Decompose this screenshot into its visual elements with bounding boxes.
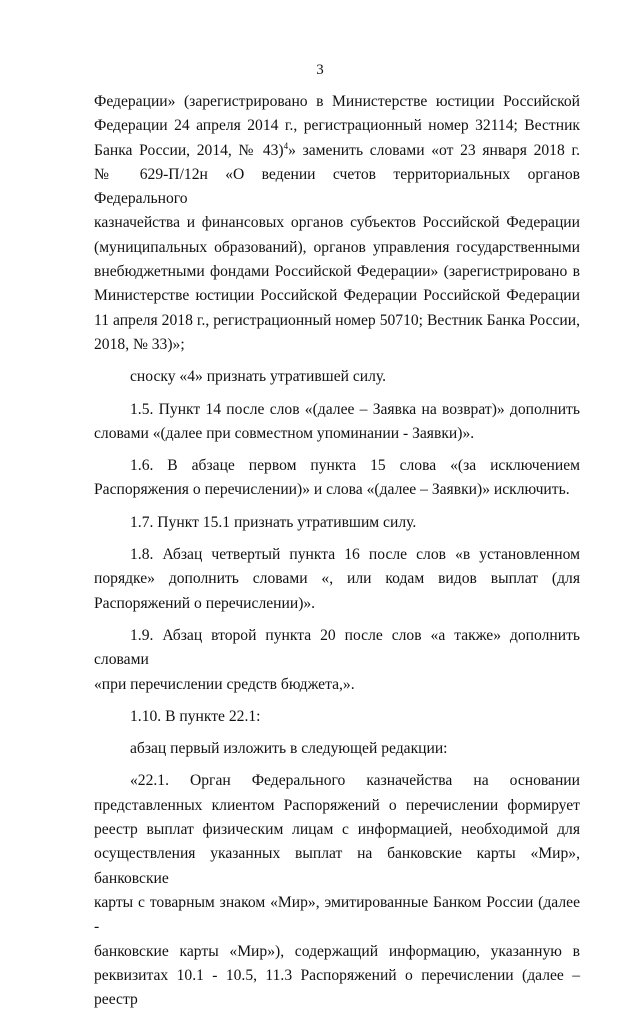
text-line: 1.9. Абзац второй пункта 20 после слов «а также» дополнить словами (94, 626, 580, 669)
text-line: внебюджетными фондами Российской Федерации» (зарегистрировано в (94, 263, 580, 281)
text-line: реестр выплат физическим лицам с информацией, необходимой для (94, 821, 580, 839)
text-line: словами «(далее при совместном упоминании - Заявки)». (94, 424, 475, 442)
text-line: реквизитах 10.1 - 10.5, 11.3 Распоряжений о перечислении (далее – реестр (94, 966, 580, 1009)
text-line (94, 139, 580, 163)
text-fragment: Банка России, 2014, № 43) (94, 141, 284, 159)
text-line: осуществления указанных выплат на банковские карты «Мир», банковские (94, 845, 580, 887)
text-line: представленных клиентом Распоряжений о перечислении формирует (94, 796, 580, 814)
paragraph: 1.10. В пункте 22.1: (130, 707, 261, 725)
text-line: № 629-П/12н «О ведении счетов территориальных органов Федерального (94, 165, 580, 208)
text-line: Федерации 24 апреля 2014 г., регистрационный номер 32114; Вестник (94, 117, 580, 135)
text-line: Распоряжений о перечислении)». (94, 594, 316, 612)
text-line: «при перечислении средств бюджета,». (94, 675, 355, 693)
paragraph: абзац первый изложить в следующей редакции: (130, 740, 448, 758)
text-line: Распоряжения о перечислении)» и слова «(далее – Заявки)» исключить. (94, 481, 570, 499)
text-line: банковские карты «Мир»), содержащий информацию, указанную в (94, 942, 580, 960)
text-line: карты с товарным знаком «Мир», эмитированные Банком России (далее - (94, 893, 580, 936)
text-line: 1.6. В абзаце первом пункта 15 слова «(за исключением (130, 457, 580, 475)
text-line: Министерстве юстиции Российской Федерации Российской Федерации (94, 287, 580, 305)
page-number: 3 (316, 62, 324, 78)
footnote-marker: 4 (283, 140, 289, 151)
text-line: 1.8. Абзац четвертый пункта 16 после слов «в установленном (130, 546, 580, 564)
text-fragment: » заменить словами «от 23 января 2018 г. (288, 141, 580, 159)
text-line: 2018, № 33)»; (94, 335, 185, 353)
paragraph: 1.7. Пункт 15.1 признать утратившим силу. (130, 513, 417, 531)
text-line: 1.5. Пункт 14 после слов «(далее – Заявка на возврат)» дополнить (130, 400, 580, 418)
text-line: «22.1. Орган Федерального казначейства на основании (130, 772, 580, 790)
paragraph: сноску «4» признать утратившей силу. (130, 368, 387, 386)
text-line: казначейства и финансовых органов субъектов Российской Федерации (94, 214, 580, 232)
document-body (94, 90, 580, 1012)
text-line: 11 апреля 2018 г., регистрационный номер 50710; Вестник Банка России, (94, 311, 580, 329)
text-line: Федерации» (зарегистрировано в Министерстве юстиции Российской (94, 93, 580, 110)
text-line: порядке» дополнить словами «, или кодам видов выплат (для (94, 570, 580, 588)
text-line: (муниципальных образований), органов управления государственными (94, 238, 580, 256)
